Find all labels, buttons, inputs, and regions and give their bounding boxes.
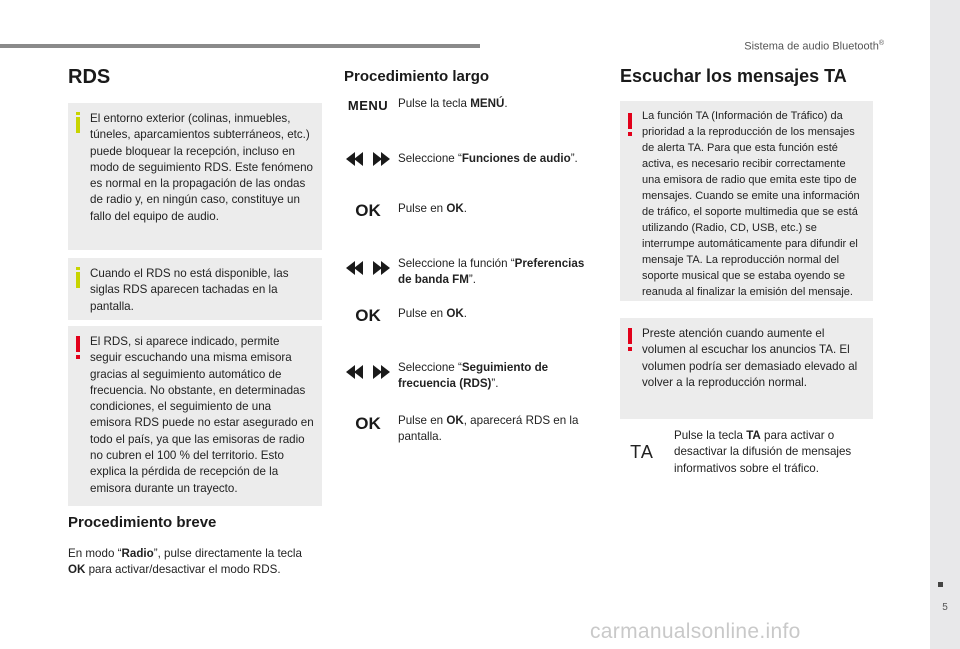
rds-warning: El RDS, si aparece indicado, permite seguir escuchando una misma emisora gracias al seguimiento automático de frecuencia. No obstante, en determinadas condiciones, el seguimiento de una emisora RDS puede no estar asegurado en todo el país, ya que las emisoras de radio no cubren el 100 % del territorio. Esto explica la pérdida de recepción de la emisora durante un trayecto. [68,326,322,506]
step-6: Seleccione “Seguimiento de frecuencia (RDS)”. [398,361,549,391]
warning-icon [76,336,80,352]
step-3: Pulse en OK. [398,202,467,215]
step-5: Pulse en OK. [398,307,467,320]
rds-info-note-2: Cuando el RDS no está disponible, las siglas RDS aparecen tachadas en la pantalla. [68,258,322,320]
ta-instruction: Pulse la tecla TA para activar o desactivar la difusión de mensajes informativos sobre el tráfico. [674,429,852,475]
ok-key-icon: OK [355,414,381,433]
menu-key-icon: MENU [347,98,389,113]
end-of-section-mark [938,582,943,587]
header-rule [0,44,480,48]
ta-title: Escuchar los mensajes TA [620,66,847,86]
ta-warning-1: La función TA (Información de Tráfico) da prioridad a la reproducción de los mensajes de alerta TA. Para que esta función esté activa, es necesario recibir correctamente una emisora de radio que emita este tipo de mensajes. Cuando se emite una información de tráfico, el soporte multimedia que se está utilizando (Radio, CD, USB, etc.) se interrumpe automáticamente para difundir el mensaje TA. La reproducción normal del soporte musical que se estaba oyendo se reanuda al finalizar la emisión del mensaje. [620,101,873,301]
step-4: Seleccione la función “Preferencias de banda FM”. [398,257,585,287]
info-icon [76,272,80,288]
rds-title: RDS [68,66,111,88]
left-right-arrows-icon [344,152,392,166]
ok-key-icon: OK [355,201,381,220]
procedimiento-breve-title: Procedimiento breve [68,514,217,531]
page-number: 5 [942,602,948,613]
warning-icon [628,328,632,344]
page-side-strip [930,0,960,649]
step-7: Pulse en OK, aparecerá RDS en la pantalla. [398,414,579,444]
ta-key-icon: TA [630,442,654,462]
page-header-title: Sistema de audio Bluetooth® [744,40,884,53]
watermark: carmanualsonline.info [590,620,801,643]
info-icon [76,117,80,133]
left-right-arrows-icon [344,261,392,275]
procedimiento-largo-title: Procedimiento largo [344,68,490,85]
procedimiento-breve-text: En modo “Radio”, pulse directamente la tecla OK para activar/desactivar el modo RDS. [68,547,302,577]
step-2: Seleccione “Funciones de audio”. [398,152,578,165]
left-right-arrows-icon [344,365,392,379]
rds-info-note-1: El entorno exterior (colinas, inmuebles, túneles, aparcamientos subterráneos, etc.) puede bloquear la recepción, incluso en modo de seguimiento RDS. Este fenómeno es normal en la propagación de las ondas de radio y, en ningún caso, constituye un fallo del equipo de audio. [68,103,322,250]
ok-key-icon: OK [355,306,381,325]
step-1: Pulse la tecla MENÚ. [398,97,508,110]
warning-icon [628,113,632,129]
ta-warning-2: Preste atención cuando aumente el volumen al escuchar los anuncios TA. El volumen podría ser demasiado elevado al volver a la reproducción normal. [620,318,873,419]
